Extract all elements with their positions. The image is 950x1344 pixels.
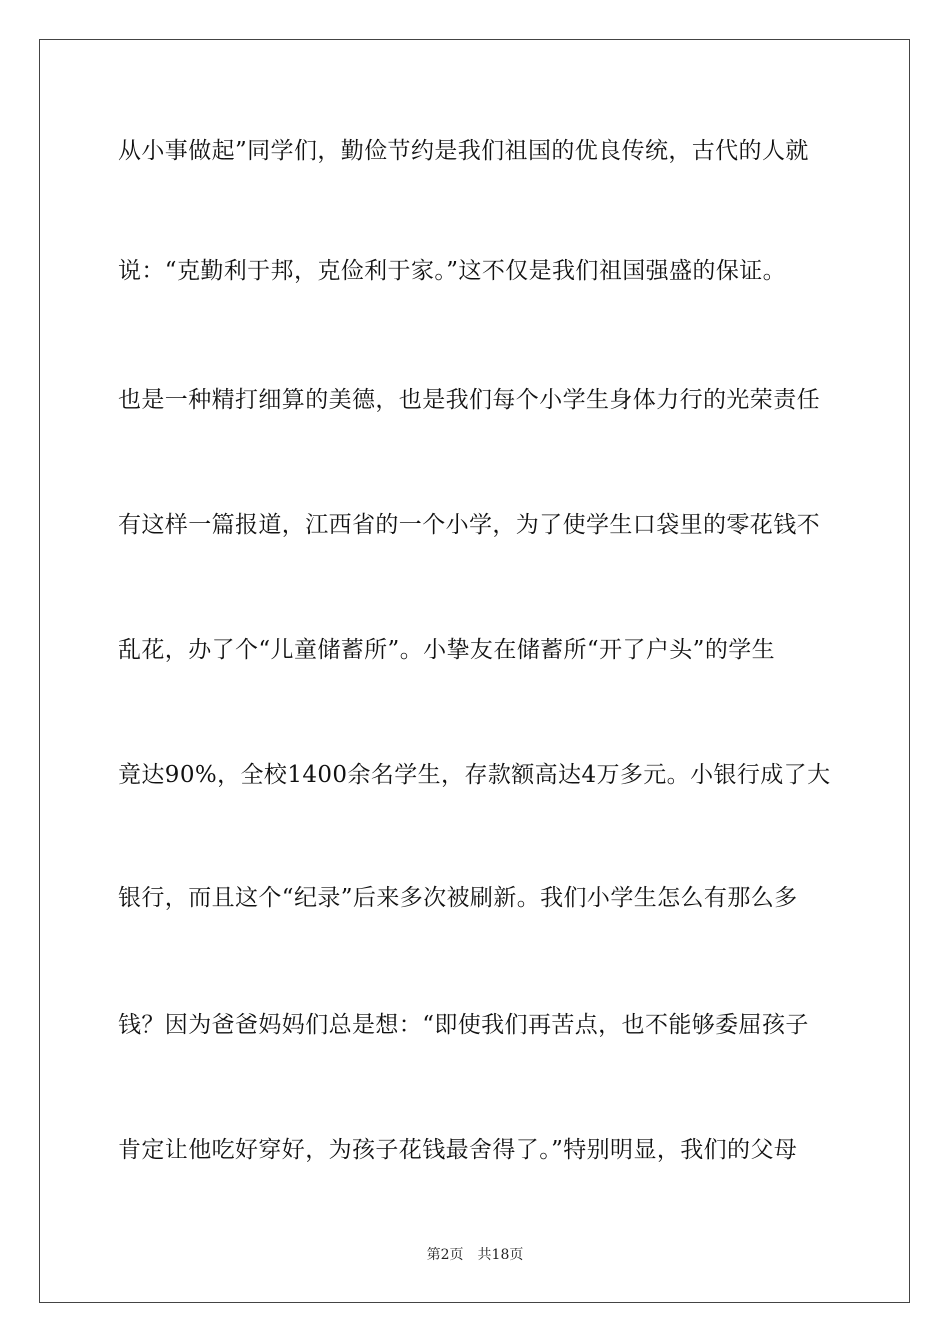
page-total: 共18页 [477, 1247, 524, 1263]
text-line: 钱？因为爸爸妈妈们总是想：“即使我们再苦点，也不能够委屈孩子 [118, 1012, 809, 1038]
text-line: 银行，而且这个“纪录”后来多次被刷新。我们小学生怎么有那么多 [118, 885, 798, 911]
text-line: 肯定让他吃好穿好，为孩子花钱最舍得了。”特别明显，我们的父母 [118, 1137, 798, 1163]
text-line: 有这样一篇报道，江西省的一个小学，为了使学生口袋里的零花钱不 [118, 512, 820, 538]
page-border [39, 39, 910, 1303]
text-line: 也是一种精打细算的美德，也是我们每个小学生身体力行的光荣责任 [118, 387, 820, 413]
page-number: 第2页 [426, 1247, 464, 1263]
page-footer [0, 1245, 950, 1265]
text-line: 竟达90%，全校1400余名学生，存款额高达4万多元。小银行成了大 [118, 762, 831, 788]
text-line: 从小事做起”同学们，勤俭节约是我们祖国的优良传统，古代的人就 [118, 138, 809, 164]
text-line: 说：“克勤利于邦，克俭利于家。”这不仅是我们祖国强盛的保证。 [118, 258, 787, 284]
text-line: 乱花，办了个“儿童储蓄所”。小挚友在储蓄所“开了户头”的学生 [118, 637, 776, 663]
